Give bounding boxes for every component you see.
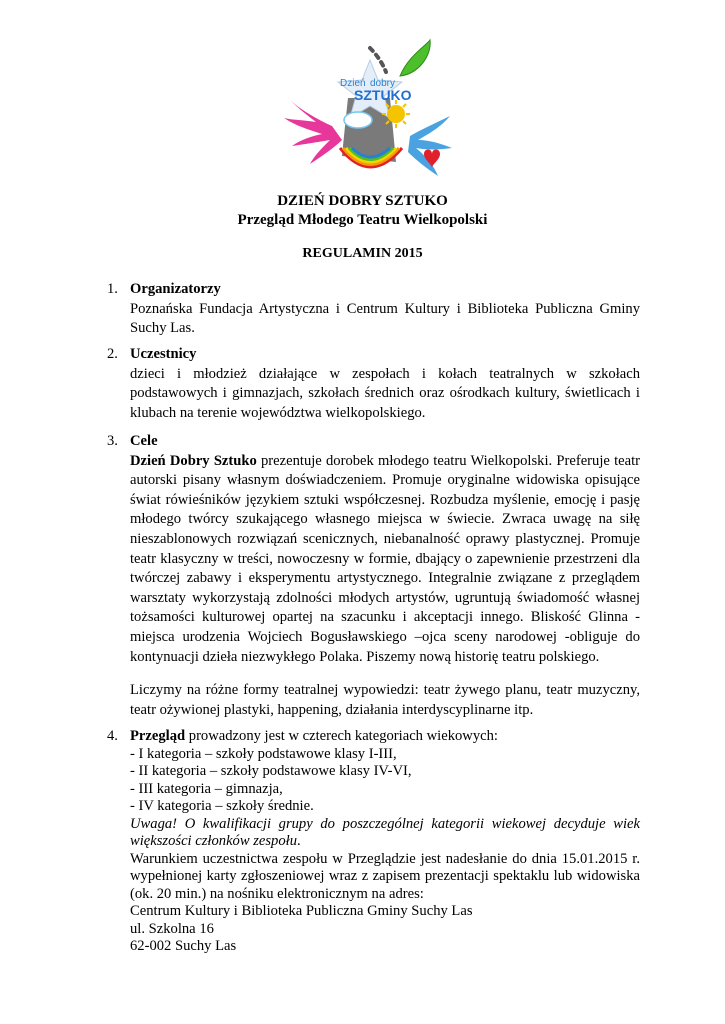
- section-heading: Organizatorzy: [130, 281, 221, 297]
- cloud-icon: [344, 112, 372, 128]
- section-text: dzieci i młodzież działające w zespołach i kołach teatralnych w szkołach podstawowych i gimnazjach, szkołach średnich oraz ośrodkach kultury, świetlicach i klubach na terenie województwa wielkopolskiego.: [130, 365, 640, 421]
- section-heading: Cele: [130, 433, 158, 449]
- blue-hand-icon: [408, 116, 452, 176]
- section-number: 1.: [107, 281, 118, 297]
- category-note: [130, 816, 640, 851]
- festival-logo: [278, 36, 458, 188]
- section-text: Poznańska Fundacja Artystyczna i Centrum Kultury i Biblioteka Publiczna Gminy Suchy Las.: [130, 300, 640, 337]
- section-number: 4.: [107, 728, 118, 744]
- participation-condition: Warunkiem uczestnictwa zespołu w Przeglądzie jest nadesłanie do dnia 15.01.2015 r. wypełnionej karty zgłoszeniowej wraz z zapisem prezentacji spektaklu lub widowiska (ok. 20 min.) na nośniku elektronicznym na adres:: [130, 850, 640, 902]
- review-intro-text: prowadzony jest w czterech kategoriach wiekowych:: [185, 728, 498, 744]
- category-item: - III kategoria – gimnazja,: [130, 780, 283, 797]
- category-item: - IV kategoria – szkoły średnie.: [130, 798, 314, 814]
- forms-paragraph: Liczymy na różne formy teatralnej wypowiedzi: teatr żywego planu, teatr muzyczny, teatr ożywionej plastyki, happening, działania interdyscyplinarne itp.: [130, 682, 640, 718]
- section-goals: [107, 432, 640, 720]
- logo-text-sztuko: SZTUKO: [354, 87, 412, 103]
- leaf-icon: [400, 40, 430, 76]
- page-subtitle: Przegląd Młodego Teatru Wielkopolski: [237, 212, 488, 228]
- logo-text-dzien: Dzień: [340, 78, 366, 89]
- address-line: ul. Szkolna 16: [130, 920, 214, 937]
- review-intro: [130, 728, 640, 746]
- section-number: 3.: [107, 433, 118, 449]
- section-organizers: [107, 280, 640, 339]
- goals-text: prezentuje dorobek młodego teatru Wielkopolski. Preferuje teatr autorski pisany własnym doświadczeniem. Promuje oryginalne widowiska opisujące świat rówieśników językiem sztuki współczesnej. Rozbudza myślenie, emocję i pasję młodego twórcy szukającego własnego miejsca w świecie. Zwraca uwagę na siłę nieszablonowych rozwiązań scenicznych, niebanalność oprawy plastycznej. Promuje teatr klasyczny w treści, nowoczesny w formie, dbający o zapewnienie przestrzeni dla twórczej zabawy i eksperymentu artystycznego. Integralnie związane z przeglądem warsztaty wykorzystają zdolności młodych artystów, ugruntują świadomość własnej tożsamości kulturowej opartej na szacunku i akceptacji innego. Bliskość Glinna - miejsca urodzenia Wojciech Bogusławskiego –ojca sceny narodowej -obliguje do kontynuacji dzieła niezwykłego Polaka. Piszemy nową historię teatru polskiego.: [130, 452, 640, 665]
- address-line: Centrum Kultury i Biblioteka Publiczna Gminy Suchy Las: [130, 903, 473, 919]
- festival-name: Dzień Dobry Sztuko: [130, 452, 257, 469]
- pink-hand-icon: [284, 100, 342, 164]
- regulamin-heading: REGULAMIN 2015: [302, 246, 423, 261]
- note-end: .: [297, 833, 301, 849]
- category-item: - I kategoria – szkoły podstawowe klasy I-III,: [130, 745, 397, 762]
- logo-text-dobry: dobry: [370, 78, 396, 89]
- note-text: Uwaga! O kwalifikacji grupy do poszczególnej kategorii wiekowej decyduje wiek większości członków zespołu: [130, 815, 640, 849]
- page-title: DZIEŃ DOBRY SZTUKO: [277, 193, 448, 209]
- section-heading: Uczestnicy: [130, 346, 197, 362]
- category-item: - II kategoria – szkoły podstawowe klasy IV-VI,: [130, 763, 412, 779]
- section-number: 2.: [107, 346, 118, 362]
- section-text: [130, 452, 640, 668]
- section-participants: [107, 345, 640, 423]
- address-line: 62-002 Suchy Las: [130, 938, 237, 954]
- section-heading: Przegląd: [130, 728, 186, 744]
- sun-icon: [387, 105, 405, 123]
- section-review: [107, 728, 640, 956]
